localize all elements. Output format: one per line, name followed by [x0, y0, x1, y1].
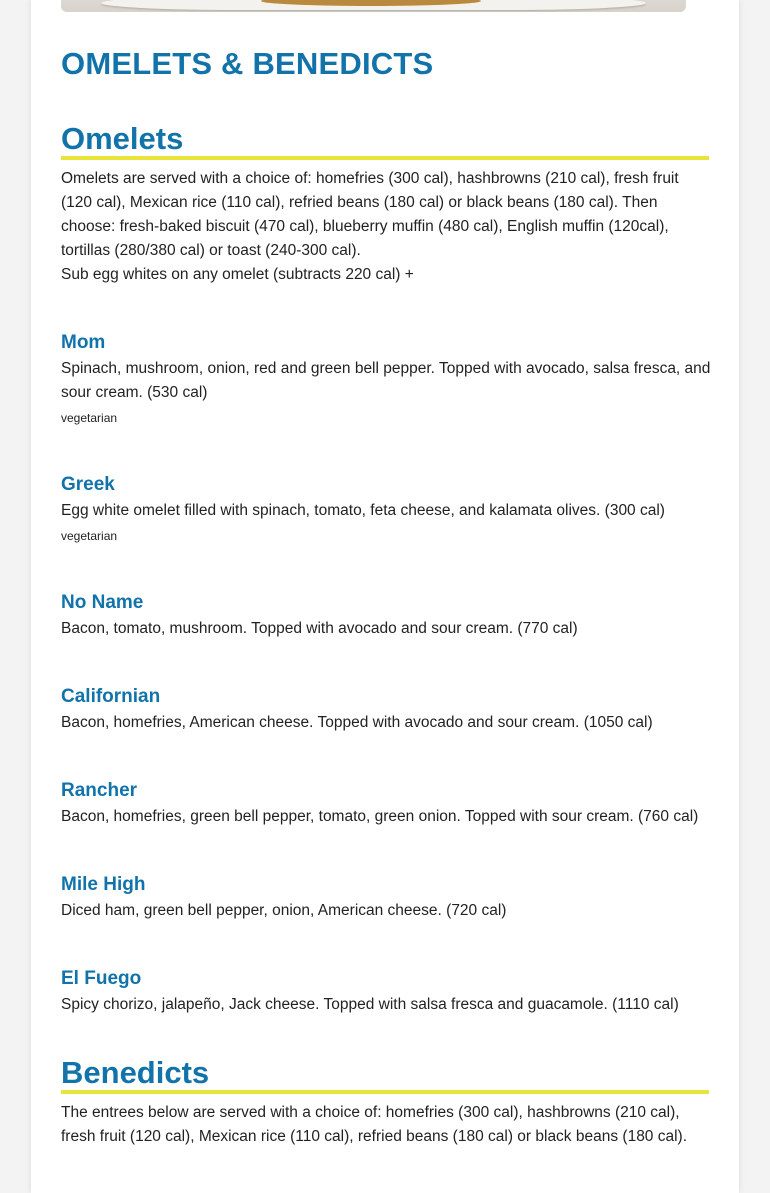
- menu-item-description: Bacon, tomato, mushroom. Topped with avocado and sour cream. (770 cal): [61, 620, 578, 637]
- section-divider-omelets: [61, 156, 709, 160]
- menu-item-title: El Fuego: [61, 968, 142, 989]
- menu-item-description: Egg white omelet filled with spinach, tomato, feta cheese, and kalamata olives. (300 cal): [61, 502, 665, 519]
- menu-card: [31, 0, 739, 1193]
- menu-item-title: Greek: [61, 474, 115, 495]
- section-title-benedicts: Benedicts: [61, 1055, 210, 1090]
- vegetarian-tag: vegetarian: [61, 529, 118, 543]
- menu-item-title: Rancher: [61, 780, 138, 801]
- menu-item-description: Bacon, homefries, green bell pepper, tomato, green onion. Topped with sour cream. (760 cal): [61, 808, 699, 825]
- menu-item-title: Californian: [61, 686, 161, 707]
- menu-item-description: Spinach, mushroom, onion, red and green bell pepper. Topped with avocado, salsa fresca, and sour cream. (530 cal): [61, 360, 711, 401]
- menu-item-description: Bacon, homefries, American cheese. Topped with avocado and sour cream. (1050 cal): [61, 714, 653, 731]
- vegetarian-tag: vegetarian: [61, 411, 118, 425]
- section-title-omelets: Omelets: [61, 121, 184, 156]
- menu-item-title: No Name: [61, 592, 144, 613]
- menu-item-title: Mom: [61, 332, 106, 353]
- section-divider-benedicts: [61, 1090, 709, 1094]
- menu-item-description: Diced ham, green bell pepper, onion, American cheese. (720 cal): [61, 902, 507, 919]
- page-title: OMELETS & BENEDICTS: [61, 46, 434, 81]
- menu-item-title: Mile High: [61, 874, 146, 895]
- egg-white-note: Sub egg whites on any omelet (subtracts 220 cal) +: [61, 266, 414, 283]
- benedicts-intro: The entrees below are served with a choice of: homefries (300 cal), hashbrowns (210 cal), fresh fruit (120 cal), Mexican rice (110 cal), refried beans (180 cal) or black beans (180 cal).: [61, 1104, 688, 1145]
- menu-item-description: Spicy chorizo, jalapeño, Jack cheese. Topped with salsa fresca and guacamole. (1110 cal): [61, 996, 679, 1013]
- omelets-intro: Omelets are served with a choice of: homefries (300 cal), hashbrowns (210 cal), fresh fruit (120 cal), Mexican rice (110 cal), refried beans (180 cal) or black beans (180 cal). Then choose: fresh-baked biscuit (470 cal), blueberry muffin (480 cal), English muffin (120cal), tortillas (280/380 cal) or toast (240-300 cal).: [61, 170, 679, 259]
- hero-food-image: [61, 0, 686, 12]
